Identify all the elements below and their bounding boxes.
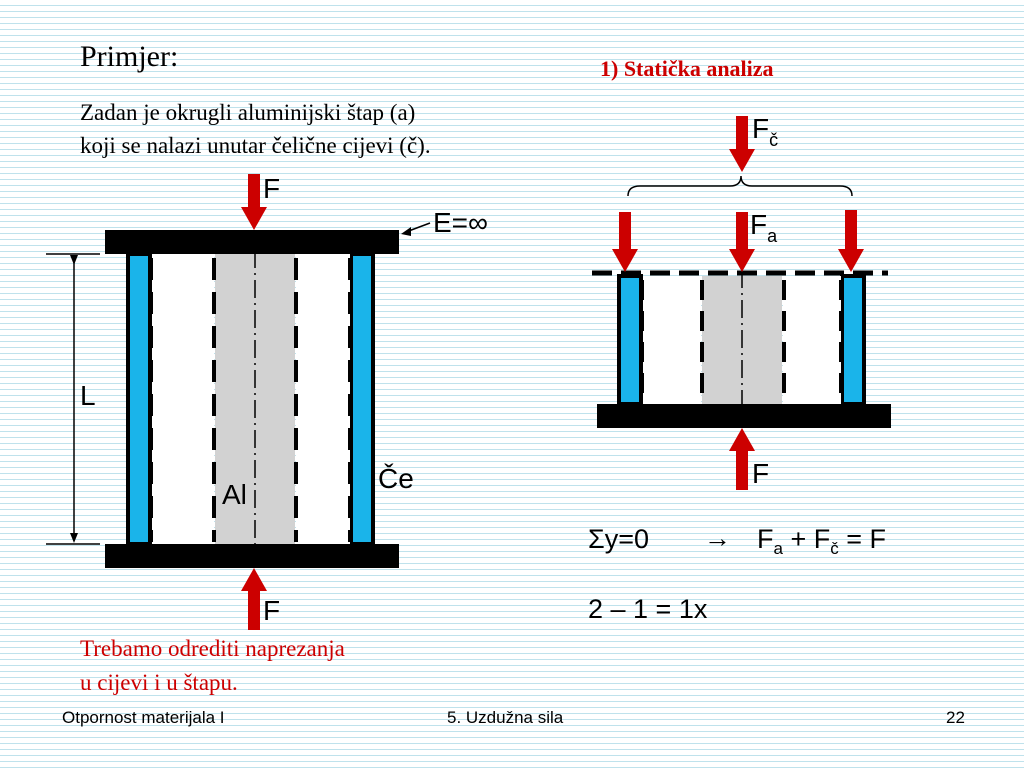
section-heading: 1) Statička analiza: [600, 56, 774, 81]
footer-course: Otpornost materijala I: [62, 708, 225, 727]
right-gap-right: [783, 276, 841, 404]
equilibrium-arrow: →: [704, 523, 731, 553]
steel-force-brace: [628, 176, 852, 196]
steel-left-force-arrow: [612, 212, 638, 272]
left-force-bottom-label: F: [263, 595, 281, 626]
right-diagram: [592, 113, 891, 490]
redundancy-equation: 2 – 1 = 1x: [588, 594, 708, 624]
left-diagram: [46, 173, 488, 630]
top-rigid-plate: [105, 230, 399, 254]
intro-text-line-2: koji se nalazi unutar čelične cijevi (č).: [80, 133, 431, 158]
left-force-top-label: F: [263, 173, 281, 204]
gap-left: [152, 254, 214, 544]
gap-right: [296, 254, 350, 544]
footer-page-number: 22: [946, 708, 965, 727]
footer-chapter: 5. Uzdužna sila: [447, 708, 564, 727]
length-label: L: [80, 380, 96, 411]
intro-text-line-1: Zadan je okrugli aluminijski štap (a): [80, 100, 416, 125]
rigid-pointer-head: [401, 227, 411, 236]
right-force-bottom-label: F: [752, 458, 770, 489]
steel-force-label: $F_č$: [752, 113, 779, 150]
aluminium-force-label: $F_a$: [750, 209, 778, 246]
equilibrium-rhs: $F_a + F_č = F$: [757, 524, 887, 558]
equations: [588, 523, 886, 624]
slide-title: Primjer:: [80, 40, 179, 73]
right-steel-right-wall: [842, 276, 864, 404]
aluminium-label: Al: [222, 479, 247, 510]
steel-right-force-arrow: [838, 210, 864, 272]
steel-tube-left-wall: [128, 254, 150, 544]
bottom-rigid-plate: [105, 544, 399, 568]
conclusion-text-line-2: u cijevi i u štapu.: [80, 670, 238, 695]
right-bottom-plate: [597, 404, 891, 428]
equilibrium-lhs: Σy=0: [588, 524, 649, 554]
right-gap-left: [643, 276, 701, 404]
steel-label: Če: [378, 463, 414, 494]
conclusion-text-line-1: Trebamo odrediti naprezanja: [80, 636, 345, 661]
right-steel-left-wall: [619, 276, 641, 404]
steel-tube-right-wall: [351, 254, 373, 544]
rigid-plate-label: E=∞: [433, 207, 488, 238]
